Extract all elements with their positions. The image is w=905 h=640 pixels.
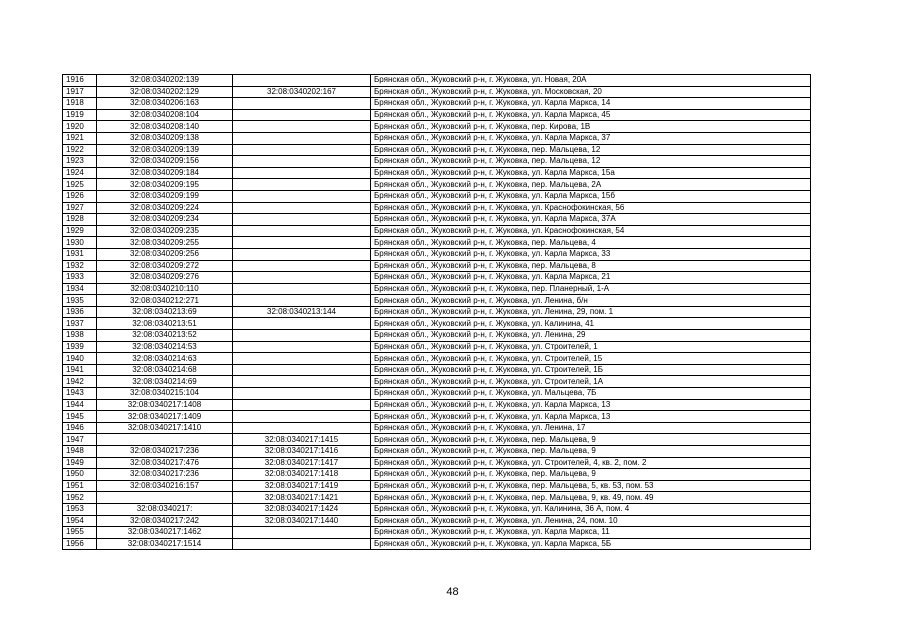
cadastral-number-cell: 32:08:0340213:52 <box>97 330 233 342</box>
address-cell: Брянская обл., Жуковский р-н, г. Жуковка, ул. Новая, 20А <box>371 75 811 87</box>
row-number-cell: 1932 <box>63 260 97 272</box>
table-row <box>63 480 811 492</box>
linked-cadastral-number-cell: 32:08:0340217:1416 <box>233 446 371 458</box>
linked-cadastral-number-cell <box>233 214 371 226</box>
row-number-cell: 1928 <box>63 214 97 226</box>
table-row <box>63 388 811 400</box>
row-number-cell: 1956 <box>63 538 97 550</box>
cadastral-number-cell <box>97 492 233 504</box>
linked-cadastral-number-cell <box>233 179 371 191</box>
table-row <box>63 446 811 458</box>
cadastral-number-cell: 32:08:0340217:1514 <box>97 538 233 550</box>
linked-cadastral-number-cell <box>233 295 371 307</box>
table-row <box>63 469 811 481</box>
address-cell: Брянская обл., Жуковский р-н, г. Жуковка, пер. Мальцева, 9 <box>371 446 811 458</box>
cadastral-number-cell: 32:08:0340213:51 <box>97 318 233 330</box>
address-cell: Брянская обл., Жуковский р-н, г. Жуковка, ул. Калинина, 41 <box>371 318 811 330</box>
row-number-cell: 1948 <box>63 446 97 458</box>
address-cell: Брянская обл., Жуковский р-н, г. Жуковка, ул. Карла Маркса, 15а <box>371 167 811 179</box>
linked-cadastral-number-cell <box>233 411 371 423</box>
address-cell: Брянская обл., Жуковский р-н, г. Жуковка, ул. Карла Маркса, 45 <box>371 109 811 121</box>
address-cell: Брянская обл., Жуковский р-н, г. Жуковка, ул. Ленина, б/н <box>371 295 811 307</box>
row-number-cell: 1938 <box>63 330 97 342</box>
linked-cadastral-number-cell <box>233 144 371 156</box>
cadastral-number-cell: 32:08:0340209:234 <box>97 214 233 226</box>
address-cell: Брянская обл., Жуковский р-н, г. Жуковка, ул. Строителей, 4, кв. 2, пом. 2 <box>371 457 811 469</box>
table-row <box>63 132 811 144</box>
linked-cadastral-number-cell: 32:08:0340217:1415 <box>233 434 371 446</box>
row-number-cell: 1917 <box>63 86 97 98</box>
table-row <box>63 422 811 434</box>
cadastral-number-cell: 32:08:0340214:63 <box>97 353 233 365</box>
cadastral-number-cell: 32:08:0340215:104 <box>97 388 233 400</box>
address-cell: Брянская обл., Жуковский р-н, г. Жуковка, пер. Мальцева, 8 <box>371 260 811 272</box>
linked-cadastral-number-cell <box>233 98 371 110</box>
address-cell: Брянская обл., Жуковский р-н, г. Жуковка, ул. Калинина, 36 А, пом. 4 <box>371 503 811 515</box>
cadastral-number-cell: 32:08:0340208:104 <box>97 109 233 121</box>
address-cell: Брянская обл., Жуковский р-н, г. Жуковка, пер. Мальцева, 5, кв. 53, пом. 53 <box>371 480 811 492</box>
cadastral-number-cell: 32:08:0340217:476 <box>97 457 233 469</box>
linked-cadastral-number-cell: 32:08:0340202:167 <box>233 86 371 98</box>
address-cell: Брянская обл., Жуковский р-н, г. Жуковка, ул. Карла Маркса, 33 <box>371 248 811 260</box>
property-register-table <box>62 74 811 550</box>
row-number-cell: 1940 <box>63 353 97 365</box>
cadastral-number-cell: 32:08:0340217:1409 <box>97 411 233 423</box>
row-number-cell: 1945 <box>63 411 97 423</box>
linked-cadastral-number-cell: 32:08:0340213:144 <box>233 306 371 318</box>
row-number-cell: 1946 <box>63 422 97 434</box>
table-row <box>63 503 811 515</box>
row-number-cell: 1930 <box>63 237 97 249</box>
address-cell: Брянская обл., Жуковский р-н, г. Жуковка, ул. Ленина, 17 <box>371 422 811 434</box>
table-row <box>63 225 811 237</box>
cadastral-number-cell: 32:08:0340214:69 <box>97 376 233 388</box>
address-cell: Брянская обл., Жуковский р-н, г. Жуковка, ул. Карла Маркса, 15б <box>371 190 811 202</box>
row-number-cell: 1925 <box>63 179 97 191</box>
linked-cadastral-number-cell <box>233 399 371 411</box>
address-cell: Брянская обл., Жуковский р-н, г. Жуковка, пер. Мальцева, 9 <box>371 469 811 481</box>
linked-cadastral-number-cell <box>233 132 371 144</box>
linked-cadastral-number-cell: 32:08:0340217:1440 <box>233 515 371 527</box>
table-row <box>63 318 811 330</box>
linked-cadastral-number-cell <box>233 121 371 133</box>
cadastral-number-cell: 32:08:0340217:236 <box>97 469 233 481</box>
address-cell: Брянская обл., Жуковский р-н, г. Жуковка, ул. Московская, 20 <box>371 86 811 98</box>
address-cell: Брянская обл., Жуковский р-н, г. Жуковка, ул. Ленина, 29, пом. 1 <box>371 306 811 318</box>
row-number-cell: 1934 <box>63 283 97 295</box>
row-number-cell: 1954 <box>63 515 97 527</box>
address-cell: Брянская обл., Жуковский р-н, г. Жуковка, пер. Мальцева, 4 <box>371 237 811 249</box>
document-sheet <box>62 74 810 550</box>
linked-cadastral-number-cell <box>233 225 371 237</box>
cadastral-number-cell: 32:08:0340217: <box>97 503 233 515</box>
table-row <box>63 376 811 388</box>
table-row <box>63 179 811 191</box>
linked-cadastral-number-cell <box>233 283 371 295</box>
row-number-cell: 1936 <box>63 306 97 318</box>
cadastral-number-cell: 32:08:0340209:256 <box>97 248 233 260</box>
row-number-cell: 1924 <box>63 167 97 179</box>
cadastral-number-cell: 32:08:0340216:157 <box>97 480 233 492</box>
table-row <box>63 237 811 249</box>
row-number-cell: 1943 <box>63 388 97 400</box>
table-row <box>63 214 811 226</box>
address-cell: Брянская обл., Жуковский р-н, г. Жуковка, ул. Ленина, 29 <box>371 330 811 342</box>
address-cell: Брянская обл., Жуковский р-н, г. Жуковка, ул. Карла Маркса, 13 <box>371 399 811 411</box>
linked-cadastral-number-cell <box>233 156 371 168</box>
table-row <box>63 306 811 318</box>
table-row <box>63 330 811 342</box>
address-cell: Брянская обл., Жуковский р-н, г. Жуковка, ул. Краснофокинская, 54 <box>371 225 811 237</box>
cadastral-number-cell <box>97 434 233 446</box>
cadastral-number-cell: 32:08:0340209:199 <box>97 190 233 202</box>
row-number-cell: 1921 <box>63 132 97 144</box>
cadastral-number-cell: 32:08:0340208:140 <box>97 121 233 133</box>
linked-cadastral-number-cell <box>233 248 371 260</box>
row-number-cell: 1955 <box>63 527 97 539</box>
table-row <box>63 260 811 272</box>
table-row <box>63 364 811 376</box>
linked-cadastral-number-cell <box>233 75 371 87</box>
linked-cadastral-number-cell <box>233 353 371 365</box>
cadastral-number-cell: 32:08:0340217:1462 <box>97 527 233 539</box>
table-row <box>63 144 811 156</box>
row-number-cell: 1919 <box>63 109 97 121</box>
linked-cadastral-number-cell: 32:08:0340217:1418 <box>233 469 371 481</box>
table-row <box>63 399 811 411</box>
linked-cadastral-number-cell <box>233 202 371 214</box>
cadastral-number-cell: 32:08:0340202:139 <box>97 75 233 87</box>
cadastral-number-cell: 32:08:0340217:1408 <box>97 399 233 411</box>
linked-cadastral-number-cell: 32:08:0340217:1419 <box>233 480 371 492</box>
table-row <box>63 515 811 527</box>
cadastral-number-cell: 32:08:0340212:271 <box>97 295 233 307</box>
table-row <box>63 156 811 168</box>
table-row <box>63 353 811 365</box>
linked-cadastral-number-cell <box>233 330 371 342</box>
row-number-cell: 1941 <box>63 364 97 376</box>
linked-cadastral-number-cell <box>233 527 371 539</box>
address-cell: Брянская обл., Жуковский р-н, г. Жуковка, ул. Карла Маркса, 37А <box>371 214 811 226</box>
row-number-cell: 1926 <box>63 190 97 202</box>
table-row <box>63 190 811 202</box>
page-number: 48 <box>446 586 459 598</box>
table-row <box>63 202 811 214</box>
table-row <box>63 75 811 87</box>
row-number-cell: 1933 <box>63 272 97 284</box>
cadastral-number-cell: 32:08:0340209:139 <box>97 144 233 156</box>
table-row <box>63 272 811 284</box>
row-number-cell: 1953 <box>63 503 97 515</box>
cadastral-number-cell: 32:08:0340217:242 <box>97 515 233 527</box>
row-number-cell: 1922 <box>63 144 97 156</box>
cadastral-number-cell: 32:08:0340217:236 <box>97 446 233 458</box>
linked-cadastral-number-cell <box>233 376 371 388</box>
linked-cadastral-number-cell: 32:08:0340217:1421 <box>233 492 371 504</box>
address-cell: Брянская обл., Жуковский р-н, г. Жуковка, пер. Мальцева, 9 <box>371 434 811 446</box>
address-cell: Брянская обл., Жуковский р-н, г. Жуковка, пер. Мальцева, 12 <box>371 156 811 168</box>
linked-cadastral-number-cell <box>233 190 371 202</box>
table-row <box>63 527 811 539</box>
address-cell: Брянская обл., Жуковский р-н, г. Жуковка, ул. Строителей, 1А <box>371 376 811 388</box>
cadastral-number-cell: 32:08:0340209:195 <box>97 179 233 191</box>
cadastral-number-cell: 32:08:0340217:1410 <box>97 422 233 434</box>
cadastral-number-cell: 32:08:0340210:110 <box>97 283 233 295</box>
row-number-cell: 1949 <box>63 457 97 469</box>
cadastral-number-cell: 32:08:0340209:224 <box>97 202 233 214</box>
table-row <box>63 248 811 260</box>
linked-cadastral-number-cell <box>233 364 371 376</box>
address-cell: Брянская обл., Жуковский р-н, г. Жуковка, ул. Карла Маркса, 11 <box>371 527 811 539</box>
linked-cadastral-number-cell <box>233 388 371 400</box>
table-row <box>63 341 811 353</box>
address-cell: Брянская обл., Жуковский р-н, г. Жуковка, ул. Краснофокинская, 56 <box>371 202 811 214</box>
cadastral-number-cell: 32:08:0340209:156 <box>97 156 233 168</box>
linked-cadastral-number-cell <box>233 318 371 330</box>
cadastral-number-cell: 32:08:0340209:184 <box>97 167 233 179</box>
row-number-cell: 1923 <box>63 156 97 168</box>
table-row <box>63 434 811 446</box>
table-row <box>63 86 811 98</box>
table-row <box>63 457 811 469</box>
row-number-cell: 1942 <box>63 376 97 388</box>
row-number-cell: 1952 <box>63 492 97 504</box>
row-number-cell: 1929 <box>63 225 97 237</box>
cadastral-number-cell: 32:08:0340214:53 <box>97 341 233 353</box>
cadastral-number-cell: 32:08:0340209:272 <box>97 260 233 272</box>
cadastral-number-cell: 32:08:0340209:255 <box>97 237 233 249</box>
address-cell: Брянская обл., Жуковский р-н, г. Жуковка, ул. Карла Маркса, 37 <box>371 132 811 144</box>
row-number-cell: 1935 <box>63 295 97 307</box>
row-number-cell: 1931 <box>63 248 97 260</box>
row-number-cell: 1918 <box>63 98 97 110</box>
row-number-cell: 1950 <box>63 469 97 481</box>
address-cell: Брянская обл., Жуковский р-н, г. Жуковка, пер. Мальцева, 9, кв. 49, пом. 49 <box>371 492 811 504</box>
linked-cadastral-number-cell <box>233 260 371 272</box>
row-number-cell: 1927 <box>63 202 97 214</box>
table-row <box>63 295 811 307</box>
cadastral-number-cell: 32:08:0340202:129 <box>97 86 233 98</box>
table-row <box>63 121 811 133</box>
row-number-cell: 1937 <box>63 318 97 330</box>
table-row <box>63 167 811 179</box>
linked-cadastral-number-cell <box>233 237 371 249</box>
row-number-cell: 1951 <box>63 480 97 492</box>
table-row <box>63 109 811 121</box>
linked-cadastral-number-cell: 32:08:0340217:1417 <box>233 457 371 469</box>
address-cell: Брянская обл., Жуковский р-н, г. Жуковка, пер. Мальцева, 2А <box>371 179 811 191</box>
row-number-cell: 1916 <box>63 75 97 87</box>
address-cell: Брянская обл., Жуковский р-н, г. Жуковка, ул. Карла Маркса, 5Б <box>371 538 811 550</box>
table-row <box>63 283 811 295</box>
cadastral-number-cell: 32:08:0340213:69 <box>97 306 233 318</box>
linked-cadastral-number-cell <box>233 422 371 434</box>
linked-cadastral-number-cell <box>233 341 371 353</box>
address-cell: Брянская обл., Жуковский р-н, г. Жуковка, пер. Планерный, 1-А <box>371 283 811 295</box>
linked-cadastral-number-cell <box>233 109 371 121</box>
cadastral-number-cell: 32:08:0340209:276 <box>97 272 233 284</box>
row-number-cell: 1944 <box>63 399 97 411</box>
linked-cadastral-number-cell <box>233 167 371 179</box>
address-cell: Брянская обл., Жуковский р-н, г. Жуковка, ул. Строителей, 1Б <box>371 364 811 376</box>
row-number-cell: 1920 <box>63 121 97 133</box>
table-row <box>63 411 811 423</box>
row-number-cell: 1947 <box>63 434 97 446</box>
row-number-cell: 1939 <box>63 341 97 353</box>
table-row <box>63 492 811 504</box>
table-row <box>63 98 811 110</box>
address-cell: Брянская обл., Жуковский р-н, г. Жуковка, пер. Кирова, 1В <box>371 121 811 133</box>
table-row <box>63 538 811 550</box>
address-cell: Брянская обл., Жуковский р-н, г. Жуковка, ул. Карла Маркса, 13 <box>371 411 811 423</box>
address-cell: Брянская обл., Жуковский р-н, г. Жуковка, ул. Мальцева, 7Б <box>371 388 811 400</box>
cadastral-number-cell: 32:08:0340209:235 <box>97 225 233 237</box>
address-cell: Брянская обл., Жуковский р-н, г. Жуковка, ул. Карла Маркса, 14 <box>371 98 811 110</box>
cadastral-number-cell: 32:08:0340209:138 <box>97 132 233 144</box>
cadastral-number-cell: 32:08:0340214:68 <box>97 364 233 376</box>
linked-cadastral-number-cell <box>233 272 371 284</box>
table-body <box>63 75 811 550</box>
address-cell: Брянская обл., Жуковский р-н, г. Жуковка, пер. Мальцева, 12 <box>371 144 811 156</box>
address-cell: Брянская обл., Жуковский р-н, г. Жуковка, ул. Карла Маркса, 21 <box>371 272 811 284</box>
linked-cadastral-number-cell <box>233 538 371 550</box>
linked-cadastral-number-cell: 32:08:0340217:1424 <box>233 503 371 515</box>
address-cell: Брянская обл., Жуковский р-н, г. Жуковка, ул. Строителей, 1 <box>371 341 811 353</box>
cadastral-number-cell: 32:08:0340206:163 <box>97 98 233 110</box>
address-cell: Брянская обл., Жуковский р-н, г. Жуковка, ул. Строителей, 15 <box>371 353 811 365</box>
address-cell: Брянская обл., Жуковский р-н, г. Жуковка, ул. Ленина, 24, пом. 10 <box>371 515 811 527</box>
